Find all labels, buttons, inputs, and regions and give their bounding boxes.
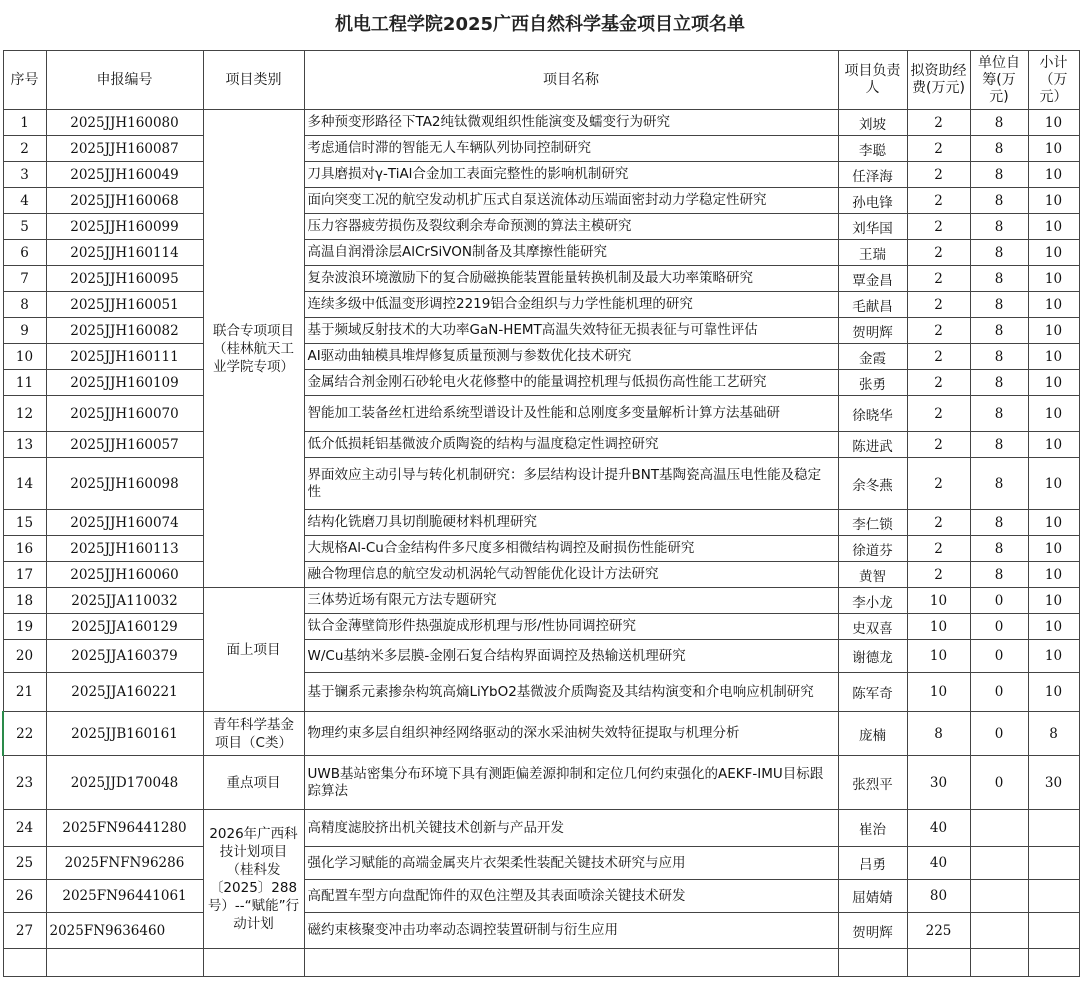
cell-project-name[interactable]: AI驱动曲轴模具堆焊修复质量预测与参数优化技术研究 <box>304 344 838 370</box>
cell-project-name[interactable]: 金属结合剂金刚石砂轮电火花修整中的能量调控机理与低损伤高性能工艺研究 <box>304 370 838 396</box>
cell-seq[interactable]: 11 <box>3 370 46 396</box>
cell-code[interactable]: 2025JJH160057 <box>46 432 203 458</box>
cell-fund[interactable]: 80 <box>907 880 970 913</box>
table-row <box>3 396 1079 432</box>
cell-self[interactable]: 8 <box>970 188 1028 214</box>
cell-project-name[interactable]: 强化学习赋能的高端金属夹片衣架柔性装配关键技术研究与应用 <box>304 847 838 880</box>
empty-cell[interactable] <box>970 949 1028 977</box>
cell-seq[interactable]: 14 <box>3 458 46 510</box>
cell-fund[interactable]: 8 <box>907 712 970 756</box>
cell-self[interactable]: 8 <box>970 344 1028 370</box>
cell-seq[interactable]: 2 <box>3 136 46 162</box>
cell-code[interactable]: 2025FN96441280 <box>46 810 203 847</box>
cell-self[interactable]: 8 <box>970 292 1028 318</box>
cell-fund[interactable]: 40 <box>907 847 970 880</box>
cell-leader[interactable]: 吕勇 <box>838 847 907 880</box>
cell-leader[interactable]: 陈进武 <box>838 432 907 458</box>
cell-seq[interactable]: 8 <box>3 292 46 318</box>
cell-seq[interactable]: 21 <box>3 673 46 712</box>
table-row <box>3 214 1079 240</box>
cell-code[interactable]: 2025JJH160113 <box>46 536 203 562</box>
cell-code[interactable]: 2025JJH160049 <box>46 162 203 188</box>
cell-subtotal[interactable]: 10 <box>1028 266 1079 292</box>
cell-code[interactable]: 2025JJH160051 <box>46 292 203 318</box>
cell-self[interactable]: 8 <box>970 562 1028 588</box>
cell-seq[interactable]: 3 <box>3 162 46 188</box>
header-seq[interactable]: 序号 <box>3 51 46 110</box>
cell-project-name[interactable]: 多种预变形路径下TA2纯钛微观组织性能演变及蠕变行为研究 <box>304 110 838 136</box>
cell-leader[interactable]: 刘华国 <box>838 214 907 240</box>
table-row <box>3 913 1079 949</box>
cell-seq[interactable]: 12 <box>3 396 46 432</box>
cell-code[interactable]: 2025JJA160221 <box>46 673 203 712</box>
cell-category-general[interactable]: 面上项目 <box>203 588 304 712</box>
header-row <box>3 51 1079 110</box>
cell-fund[interactable]: 2 <box>907 344 970 370</box>
cell-seq[interactable]: 25 <box>3 847 46 880</box>
cell-subtotal[interactable]: 10 <box>1028 510 1079 536</box>
cell-code[interactable]: 2025JJH160068 <box>46 188 203 214</box>
cell-self[interactable] <box>970 913 1028 949</box>
cell-seq[interactable]: 7 <box>3 266 46 292</box>
cell-code[interactable]: 2025FNFN96286 <box>46 847 203 880</box>
header-self[interactable]: 单位自筹(万元) <box>970 51 1028 110</box>
table-row <box>3 562 1079 588</box>
table-row <box>3 344 1079 370</box>
table-row <box>3 318 1079 344</box>
cell-subtotal[interactable]: 10 <box>1028 640 1079 673</box>
cell-leader[interactable]: 张勇 <box>838 370 907 396</box>
cell-leader[interactable]: 黄智 <box>838 562 907 588</box>
table-row <box>3 162 1079 188</box>
cell-fund[interactable]: 10 <box>907 640 970 673</box>
cell-self[interactable]: 8 <box>970 240 1028 266</box>
cell-subtotal[interactable]: 10 <box>1028 344 1079 370</box>
cell-code[interactable]: 2025JJB160161 <box>46 712 203 756</box>
cell-code[interactable]: 2025JJH160109 <box>46 370 203 396</box>
cell-self[interactable] <box>970 847 1028 880</box>
cell-project-name[interactable]: 大规格Al-Cu合金结构件多尺度多相微结构调控及耐损伤性能研究 <box>304 536 838 562</box>
cell-seq[interactable]: 26 <box>3 880 46 913</box>
cell-self[interactable]: 8 <box>970 396 1028 432</box>
cell-leader[interactable]: 崔治 <box>838 810 907 847</box>
table-row <box>3 588 1079 614</box>
cell-fund[interactable]: 2 <box>907 318 970 344</box>
cell-subtotal[interactable]: 10 <box>1028 110 1079 136</box>
cell-category-guangxi[interactable]: 2026年广西科技计划项目（桂科发〔2025〕288号）--“赋能”行动计划 <box>203 810 304 949</box>
cell-seq[interactable]: 10 <box>3 344 46 370</box>
cell-project-name[interactable]: 融合物理信息的航空发动机涡轮气动智能优化设计方法研究 <box>304 562 838 588</box>
cell-leader[interactable]: 陈军奇 <box>838 673 907 712</box>
cell-fund[interactable]: 2 <box>907 266 970 292</box>
cell-code[interactable]: 2025JJH160070 <box>46 396 203 432</box>
cell-code[interactable]: 2025JJH160082 <box>46 318 203 344</box>
header-subtotal[interactable]: 小计（万元） <box>1028 51 1079 110</box>
cell-self[interactable]: 0 <box>970 756 1028 810</box>
cell-leader[interactable]: 屈婧婧 <box>838 880 907 913</box>
cell-leader[interactable]: 庞楠 <box>838 712 907 756</box>
cell-seq[interactable]: 4 <box>3 188 46 214</box>
cell-code[interactable]: 2025FN96441061 <box>46 880 203 913</box>
cell-leader[interactable]: 余冬燕 <box>838 458 907 510</box>
cell-fund[interactable]: 10 <box>907 588 970 614</box>
cell-self[interactable]: 8 <box>970 136 1028 162</box>
cell-code[interactable]: 2025JJA160379 <box>46 640 203 673</box>
cell-self[interactable]: 0 <box>970 673 1028 712</box>
cell-fund[interactable]: 40 <box>907 810 970 847</box>
table-row <box>3 847 1079 880</box>
cell-project-name[interactable]: 界面效应主动引导与转化机制研究：多层结构设计提升BNT基陶瓷高温压电性能及稳定性 <box>304 458 838 510</box>
cell-project-name[interactable]: 高温自润滑涂层AlCrSiVON制备及其摩擦性能研究 <box>304 240 838 266</box>
cell-project-name[interactable]: 连续多级中低温变形调控2219铝合金组织与力学性能机理的研究 <box>304 292 838 318</box>
cell-subtotal[interactable]: 10 <box>1028 292 1079 318</box>
cell-fund[interactable]: 2 <box>907 110 970 136</box>
cell-leader[interactable]: 徐道芬 <box>838 536 907 562</box>
cell-self[interactable]: 8 <box>970 266 1028 292</box>
table-row <box>3 266 1079 292</box>
cell-code[interactable]: 2025JJD170048 <box>46 756 203 810</box>
cell-self[interactable]: 8 <box>970 432 1028 458</box>
cell-leader[interactable]: 张烈平 <box>838 756 907 810</box>
cell-leader[interactable]: 李小龙 <box>838 588 907 614</box>
cell-seq[interactable]: 20 <box>3 640 46 673</box>
cell-self[interactable]: 8 <box>970 536 1028 562</box>
cell-seq[interactable]: 27 <box>3 913 46 949</box>
empty-cell[interactable] <box>838 949 907 977</box>
empty-cell[interactable] <box>203 949 304 977</box>
cell-subtotal[interactable]: 30 <box>1028 756 1079 810</box>
empty-cell[interactable] <box>907 949 970 977</box>
table-row <box>3 432 1079 458</box>
cell-project-name[interactable]: 面向突变工况的航空发动机扩压式自泵送流体动压端面密封动力学稳定性研究 <box>304 188 838 214</box>
project-table <box>2 50 1080 977</box>
cell-project-name[interactable]: 高精度滤胶挤出机关键技术创新与产品开发 <box>304 810 838 847</box>
cell-seq[interactable]: 1 <box>3 110 46 136</box>
cell-subtotal[interactable] <box>1028 913 1079 949</box>
cell-code[interactable]: 2025JJH160087 <box>46 136 203 162</box>
cell-project-name[interactable]: 压力容器疲劳损伤及裂纹剩余寿命预测的算法主模研究 <box>304 214 838 240</box>
cell-fund[interactable]: 2 <box>907 536 970 562</box>
cell-code[interactable]: 2025JJH160114 <box>46 240 203 266</box>
cell-subtotal[interactable]: 10 <box>1028 562 1079 588</box>
page-title: 机电工程学院2025广西自然科学基金项目立项名单 <box>334 14 746 35</box>
cell-subtotal[interactable]: 10 <box>1028 614 1079 640</box>
cell-project-name[interactable]: 三体势近场有限元方法专题研究 <box>304 588 838 614</box>
table-row <box>3 510 1079 536</box>
cell-subtotal[interactable]: 10 <box>1028 162 1079 188</box>
cell-seq[interactable]: 5 <box>3 214 46 240</box>
cell-fund[interactable]: 2 <box>907 458 970 510</box>
cell-subtotal[interactable]: 10 <box>1028 136 1079 162</box>
cell-leader[interactable]: 徐晓华 <box>838 396 907 432</box>
cell-seq[interactable]: 15 <box>3 510 46 536</box>
cell-code[interactable]: 2025JJH160111 <box>46 344 203 370</box>
header-leader[interactable]: 项目负责人 <box>838 51 907 110</box>
header-fund[interactable]: 拟资助经费(万元) <box>907 51 970 110</box>
cell-leader[interactable]: 谢德龙 <box>838 640 907 673</box>
cell-seq[interactable]: 22 <box>3 712 46 756</box>
cell-self[interactable]: 8 <box>970 214 1028 240</box>
table-row <box>3 370 1079 396</box>
cell-seq[interactable]: 17 <box>3 562 46 588</box>
cell-leader[interactable]: 覃金昌 <box>838 266 907 292</box>
cell-category-youth[interactable]: 青年科学基金项目（C类） <box>203 712 304 756</box>
cell-leader[interactable]: 贺明辉 <box>838 913 907 949</box>
table-row <box>3 712 1079 756</box>
cell-self[interactable]: 8 <box>970 370 1028 396</box>
cell-code[interactable]: 2025JJH160080 <box>46 110 203 136</box>
table-row <box>3 240 1079 266</box>
header-code[interactable]: 申报编号 <box>46 51 203 110</box>
cell-project-name[interactable]: 刀具磨损对γ-TiAl合金加工表面完整性的影响机制研究 <box>304 162 838 188</box>
cell-fund[interactable]: 2 <box>907 562 970 588</box>
cell-seq[interactable]: 19 <box>3 614 46 640</box>
cell-subtotal[interactable]: 10 <box>1028 588 1079 614</box>
cell-code[interactable]: 2025FN9636460 <box>46 913 203 949</box>
empty-cell[interactable] <box>1028 949 1079 977</box>
cell-subtotal[interactable]: 10 <box>1028 240 1079 266</box>
cell-self[interactable] <box>970 880 1028 913</box>
cell-subtotal[interactable]: 8 <box>1028 712 1079 756</box>
cell-project-name[interactable]: 考虑通信时滞的智能无人车辆队列协同控制研究 <box>304 136 838 162</box>
table-row <box>3 458 1079 510</box>
cell-fund[interactable]: 2 <box>907 396 970 432</box>
cell-code[interactable]: 2025JJH160060 <box>46 562 203 588</box>
cell-subtotal[interactable]: 10 <box>1028 370 1079 396</box>
empty-cell[interactable] <box>304 949 838 977</box>
cell-seq[interactable]: 6 <box>3 240 46 266</box>
cell-seq[interactable]: 16 <box>3 536 46 562</box>
cell-fund[interactable]: 2 <box>907 162 970 188</box>
cell-subtotal[interactable]: 10 <box>1028 536 1079 562</box>
cell-leader[interactable]: 刘坡 <box>838 110 907 136</box>
cell-project-name[interactable]: 钛合金薄壁筒形件热强旋成形机理与形/性协同调控研究 <box>304 614 838 640</box>
cell-fund[interactable]: 225 <box>907 913 970 949</box>
cell-code[interactable]: 2025JJA110032 <box>46 588 203 614</box>
cell-subtotal[interactable]: 10 <box>1028 188 1079 214</box>
cell-category-joint[interactable]: 联合专项项目（桂林航天工业学院专项） <box>203 110 304 588</box>
cell-leader[interactable]: 史双喜 <box>838 614 907 640</box>
cell-project-name[interactable]: 低介低损耗铝基微波介质陶瓷的结构与温度稳定性调控研究 <box>304 432 838 458</box>
cell-leader[interactable]: 贺明辉 <box>838 318 907 344</box>
cell-subtotal[interactable]: 10 <box>1028 214 1079 240</box>
cell-seq[interactable]: 18 <box>3 588 46 614</box>
cell-code[interactable]: 2025JJH160074 <box>46 510 203 536</box>
cell-leader[interactable]: 任泽海 <box>838 162 907 188</box>
cell-self[interactable]: 0 <box>970 588 1028 614</box>
cell-fund[interactable]: 30 <box>907 756 970 810</box>
cell-seq[interactable]: 9 <box>3 318 46 344</box>
cell-subtotal[interactable] <box>1028 810 1079 847</box>
table-row <box>3 880 1079 913</box>
cell-seq[interactable]: 23 <box>3 756 46 810</box>
table-row <box>3 756 1079 810</box>
cell-project-name[interactable]: 基于频域反射技术的大功率GaN-HEMT高温失效特征无损表征与可靠性评估 <box>304 318 838 344</box>
cell-project-name[interactable]: 高配置车型方向盘配饰件的双色注塑及其表面喷涂关键技术研发 <box>304 880 838 913</box>
table-row <box>3 673 1079 712</box>
cell-self[interactable]: 8 <box>970 318 1028 344</box>
cell-fund[interactable]: 2 <box>907 188 970 214</box>
cell-self[interactable] <box>970 810 1028 847</box>
cell-fund[interactable]: 2 <box>907 370 970 396</box>
cell-leader[interactable]: 李仁锁 <box>838 510 907 536</box>
header-category[interactable]: 项目类别 <box>203 51 304 110</box>
cell-self[interactable]: 8 <box>970 510 1028 536</box>
cell-seq[interactable]: 24 <box>3 810 46 847</box>
cell-seq[interactable]: 13 <box>3 432 46 458</box>
cell-subtotal[interactable]: 10 <box>1028 458 1079 510</box>
table-row <box>3 110 1079 136</box>
cell-self[interactable]: 0 <box>970 640 1028 673</box>
cell-project-name[interactable]: 物理约束多层自组织神经网络驱动的深水采油树失效特征提取与机理分析 <box>304 712 838 756</box>
cell-fund[interactable]: 2 <box>907 214 970 240</box>
cell-leader[interactable]: 金霞 <box>838 344 907 370</box>
cell-self[interactable]: 8 <box>970 162 1028 188</box>
table-row <box>3 136 1079 162</box>
cell-leader[interactable]: 李聪 <box>838 136 907 162</box>
cell-fund[interactable]: 2 <box>907 510 970 536</box>
empty-row <box>3 949 1079 977</box>
table-row <box>3 810 1079 847</box>
cell-project-name[interactable]: W/Cu基纳米多层膜-金刚石复合结构界面调控及热输送机理研究 <box>304 640 838 673</box>
cell-leader[interactable]: 王瑞 <box>838 240 907 266</box>
cell-code[interactable]: 2025JJA160129 <box>46 614 203 640</box>
cell-project-name[interactable]: UWB基站密集分布环境下具有测距偏差源抑制和定位几何约束强化的AEKF-IMU目标跟踪算法 <box>304 756 838 810</box>
empty-cell[interactable] <box>3 949 46 977</box>
cell-fund[interactable]: 2 <box>907 136 970 162</box>
table-row <box>3 536 1079 562</box>
cell-code[interactable]: 2025JJH160098 <box>46 458 203 510</box>
cell-leader[interactable]: 毛献昌 <box>838 292 907 318</box>
cell-category-key[interactable]: 重点项目 <box>203 756 304 810</box>
cell-fund[interactable]: 2 <box>907 240 970 266</box>
table-row <box>3 188 1079 214</box>
table-row <box>3 640 1079 673</box>
cell-fund[interactable]: 2 <box>907 432 970 458</box>
cell-self[interactable]: 0 <box>970 712 1028 756</box>
empty-cell[interactable] <box>46 949 203 977</box>
cell-self[interactable]: 0 <box>970 614 1028 640</box>
cell-project-name[interactable]: 基于镧系元素掺杂构筑高熵LiYbO2基微波介质陶瓷及其结构演变和介电响应机制研究 <box>304 673 838 712</box>
cell-self[interactable]: 8 <box>970 110 1028 136</box>
cell-fund[interactable]: 2 <box>907 292 970 318</box>
cell-subtotal[interactable]: 10 <box>1028 673 1079 712</box>
cell-subtotal[interactable]: 10 <box>1028 396 1079 432</box>
table-row <box>3 292 1079 318</box>
header-name[interactable]: 项目名称 <box>304 51 838 110</box>
cell-leader[interactable]: 孙电锋 <box>838 188 907 214</box>
cell-project-name[interactable]: 复杂波浪环境激励下的复合励磁换能装置能量转换机制及最大功率策略研究 <box>304 266 838 292</box>
table-row <box>3 614 1079 640</box>
cell-subtotal[interactable]: 10 <box>1028 318 1079 344</box>
cell-code[interactable]: 2025JJH160095 <box>46 266 203 292</box>
cell-fund[interactable]: 10 <box>907 614 970 640</box>
cell-subtotal[interactable] <box>1028 847 1079 880</box>
cell-project-name[interactable]: 智能加工装备丝杠进给系统型谱设计及性能和总刚度多变量解析计算方法基础研 <box>304 396 838 432</box>
cell-code[interactable]: 2025JJH160099 <box>46 214 203 240</box>
table-body <box>3 110 1079 977</box>
cell-project-name[interactable]: 结构化铣磨刀具切削脆硬材料机理研究 <box>304 510 838 536</box>
cell-self[interactable]: 8 <box>970 458 1028 510</box>
cell-subtotal[interactable]: 10 <box>1028 432 1079 458</box>
cell-fund[interactable]: 10 <box>907 673 970 712</box>
cell-subtotal[interactable] <box>1028 880 1079 913</box>
cell-project-name[interactable]: 磁约束核聚变冲击功率动态调控装置研制与衍生应用 <box>304 913 838 949</box>
